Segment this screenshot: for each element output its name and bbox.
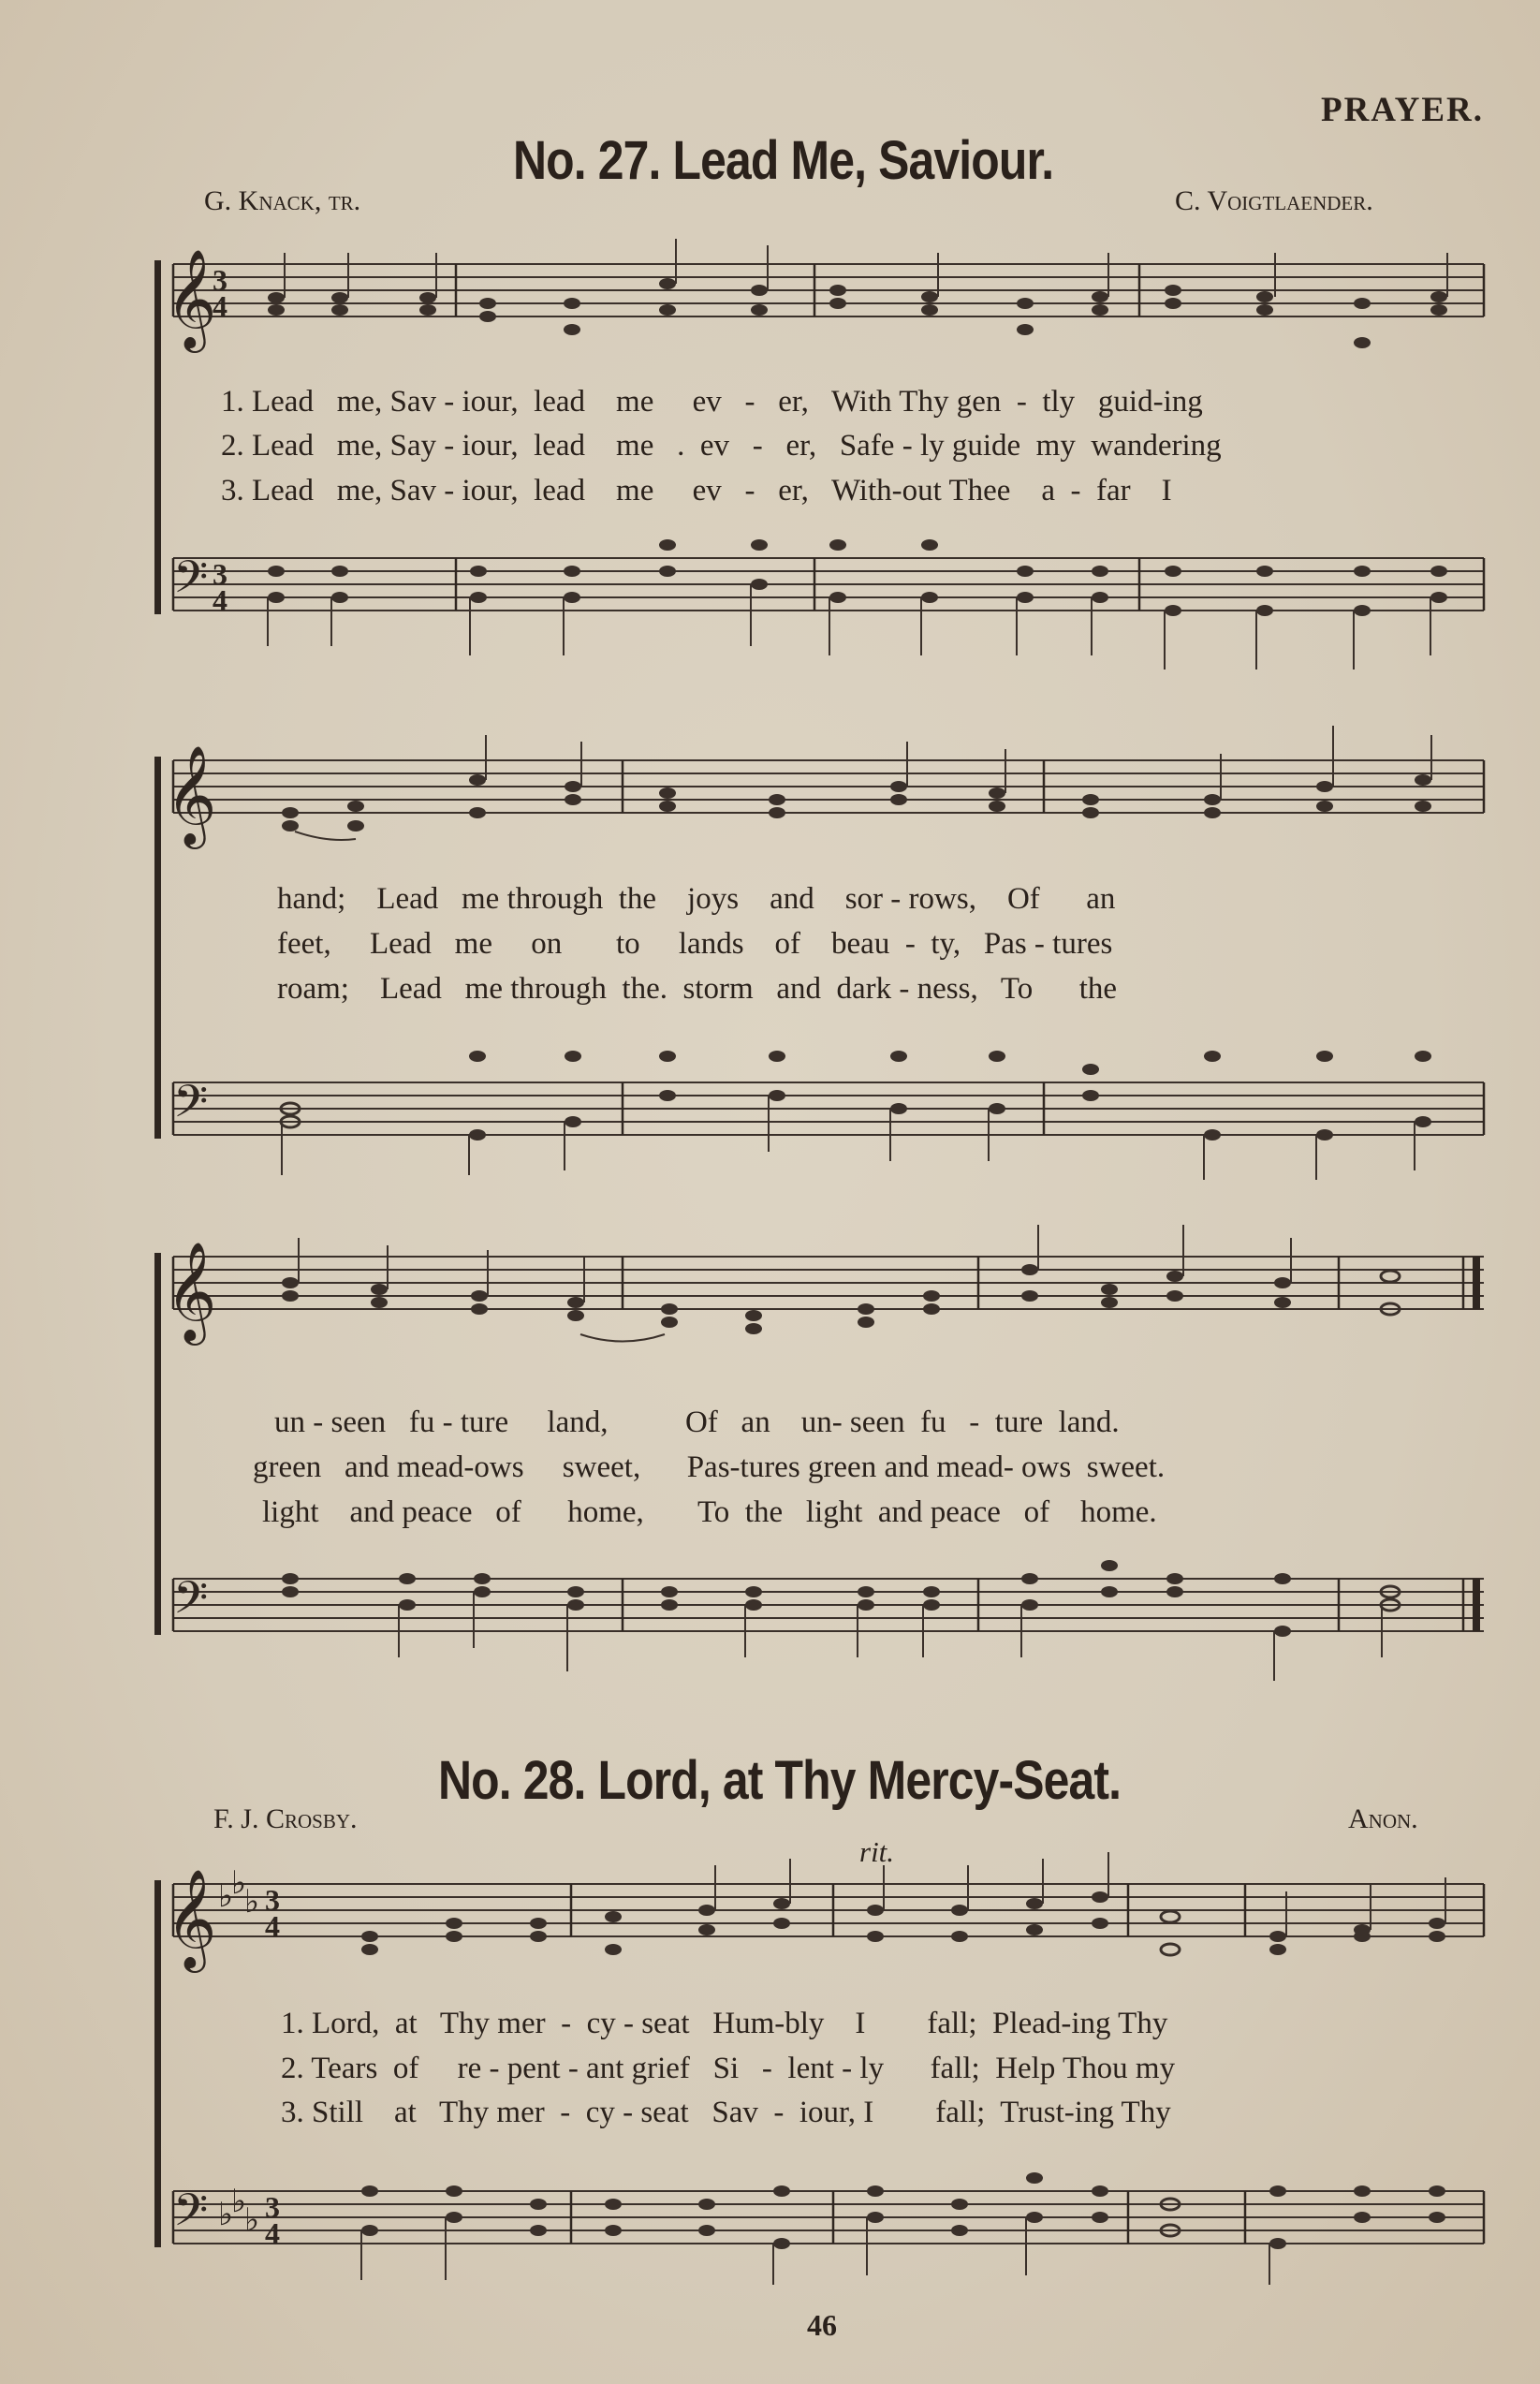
hymn-27-s3-verse-2: green and mead-ows sweet, Pas-tures green and mead- ows sweet. [253,1450,1166,1484]
flat-icon: ♭ [244,1883,260,1920]
bass-clef-icon: 𝄢 [173,2184,209,2247]
hymn-27-composer: C. Voigtlaender. [1175,185,1373,216]
hymn-27-s3-verse-1: un - seen fu - ture land, Of an un- seen fu - ture land. [274,1405,1120,1439]
bass-clef-icon: 𝄢 [173,1571,209,1635]
hymn-28-title: No. 28. Lord, at Thy Mercy-Seat. [438,1750,1122,1811]
bass-notes [268,539,1447,616]
hymn-27-s1-verse-1: 1. Lead me, Sav - iour, lead me ev - er, With Thy gen - tly guid-ing [221,385,1203,419]
hymn-28-composer: Anon. [1348,1803,1418,1834]
hymn-27-s3-verse-3: light and peace of home, To the light and peace of home. [262,1495,1157,1529]
svg-text:3: 3 [213,557,227,591]
final-barline [1473,1257,1480,1309]
hymn-27-system-2 [154,744,1493,1180]
hymn-27-s2-verse-2: feet, Lead me on to lands of beau - ty, Pas - tures [277,927,1113,961]
system-brace [154,1253,161,1635]
treble-clef-icon: 𝄞 [166,1241,217,1341]
flat-icon: ♭ [244,2201,260,2239]
page-number: 46 [807,2308,837,2342]
system-brace [154,757,161,1139]
svg-text:4: 4 [213,583,227,617]
treble-clef-icon: 𝄞 [166,248,217,348]
hymn-27-system-1 [154,248,1493,684]
system-brace [154,1880,161,2247]
hymn-28-author: F. J. Crosby. [213,1803,358,1834]
system-brace [154,260,161,614]
final-barline-bass [1473,1579,1480,1631]
hymn-27-s2-verse-1: hand; Lead me through the joys and sor - rows, Of an [277,882,1116,916]
hymn-27-title: No. 27. Lead Me, Saviour. [513,130,1054,191]
flat-icon: ♭ [218,2196,234,2233]
hymn-27-author: G. Knack, tr. [204,185,361,216]
hymn-28-verse-1: 1. Lord, at Thy mer - cy - seat Hum-bly I fall; Plead-ing Thy [281,2007,1168,2040]
svg-text:3: 3 [265,1883,280,1917]
svg-text:3: 3 [265,2190,280,2224]
hymn-28-verse-2: 2. Tears of re - pent - ant grief Si - lent - ly fall; Help Thou my [281,2052,1176,2085]
treble-staff [173,264,1484,316]
tempo-mark-rit: rit. [859,1835,895,1868]
flat-icon: ♭ [231,2183,247,2220]
hymn-27-s1-verse-2: 2. Lead me, Say - iour, lead me . ev - er, Safe - ly guide my wandering [221,429,1222,463]
flat-icon: ♭ [218,1877,234,1915]
hymn-27-s2-verse-3: roam; Lead me through the. storm and dark - ness, To the [277,972,1118,1006]
svg-text:4: 4 [213,289,227,323]
svg-text:3: 3 [213,263,227,297]
treble-clef-icon: 𝄞 [166,744,217,845]
treble-notes [268,278,1447,348]
svg-text:4: 4 [265,1909,280,1943]
hymn-27-s1-verse-3: 3. Lead me, Sav - iour, lead me ev - er, With-out Thee a - far I [221,474,1172,508]
hymn-28-verse-3: 3. Still at Thy mer - cy - seat Sav - iour, I fall; Trust-ing Thy [281,2096,1171,2129]
bass-clef-icon: 𝄢 [173,551,209,614]
treble-clef-icon: 𝄞 [166,1868,217,1968]
svg-text:4: 4 [265,2216,280,2250]
section-label: PRAYER. [1320,91,1484,129]
bass-clef-icon: 𝄢 [173,1075,209,1139]
flat-icon: ♭ [231,1864,247,1902]
